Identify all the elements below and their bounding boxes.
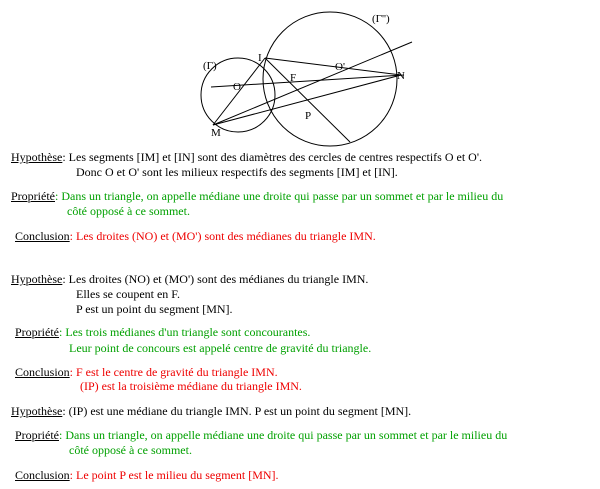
block3-property-text-1: : Dans un triangle, on appelle médiane une droite qui passe par un sommet et par le milieu du <box>59 428 508 442</box>
block1-hypothesis-text-2: Donc O et O' sont les milieux respectifs des segments [IM] et [IN]. <box>76 165 398 179</box>
block3-conclusion-label: Conclusion <box>15 468 70 482</box>
line-MO-prime <box>213 42 412 125</box>
block2-conclusion-text-1: : F est le centre de gravité du triangle IMN. <box>69 365 278 379</box>
block3-hypothesis-text-1: : (IP) est une médiane du triangle IMN. P est un point du segment [MN]. <box>62 404 412 418</box>
block1-property-text-1: : Dans un triangle, on appelle médiane une droite qui passe par un sommet et par le milieu du <box>55 189 504 203</box>
block2-property-text-2: Leur point de concours est appelé centre de gravité du triangle. <box>69 341 372 355</box>
block3-conclusion-text-1: : Le point P est le milieu du segment [MN]. <box>69 468 279 482</box>
label-N: N <box>397 70 405 82</box>
block3-hypothesis-label: Hypothèse <box>11 404 63 418</box>
block2-hypothesis <box>11 272 368 286</box>
segment-IN <box>265 58 401 75</box>
label-M: M <box>211 127 221 139</box>
block2-hypothesis-text-2: Elles se coupent en F. <box>76 287 181 301</box>
block1-hypothesis <box>11 150 482 164</box>
circle-gamma-prime <box>263 12 397 146</box>
block2-conclusion-text-2: (IP) est la troisième médiane du triangle IMN. <box>80 379 302 393</box>
block1-conclusion-label: Conclusion <box>15 229 70 243</box>
block1-property-label: Propriété <box>11 189 55 203</box>
label-P: P <box>305 110 312 122</box>
block2-property-text-1: : Les trois médianes d'un triangle sont concourantes. <box>59 325 311 339</box>
block1-hypothesis-text-1: : Les segments [IM] et [IN] sont des diamètres des cercles de centres respectifs O et O'. <box>62 150 483 164</box>
block1-hypothesis-label: Hypothèse <box>11 150 63 164</box>
label-gamma: (Γ) <box>203 60 217 72</box>
block2-hypothesis-text-3: P est un point du segment [MN]. <box>76 302 233 316</box>
block2-hypothesis-text-1: : Les droites (NO) et (MO') sont des médianes du triangle IMN. <box>62 272 369 286</box>
block3-property-label: Propriété <box>15 428 59 442</box>
block3-property <box>15 428 507 442</box>
block1-property-text-2: côté opposé à ce sommet. <box>67 204 190 218</box>
block2-property <box>15 325 310 339</box>
label-O-prime: O' <box>335 61 345 73</box>
label-I: I <box>258 52 262 64</box>
block1-conclusion-text-1: : Les droites (NO) et (MO') sont des médianes du triangle IMN. <box>69 229 376 243</box>
geometry-figure <box>0 0 600 150</box>
label-F: F <box>290 72 297 84</box>
block2-conclusion-label: Conclusion <box>15 365 70 379</box>
label-gamma-prime: (Γ'') <box>372 13 390 25</box>
block1-property <box>11 189 503 203</box>
label-O: O <box>233 81 241 93</box>
block3-hypothesis <box>11 404 411 418</box>
block2-hypothesis-label: Hypothèse <box>11 272 63 286</box>
block2-conclusion <box>15 365 278 379</box>
block3-conclusion <box>15 468 279 482</box>
block3-property-text-2: côté opposé à ce sommet. <box>69 443 192 457</box>
block2-property-label: Propriété <box>15 325 59 339</box>
block1-conclusion <box>15 229 376 243</box>
